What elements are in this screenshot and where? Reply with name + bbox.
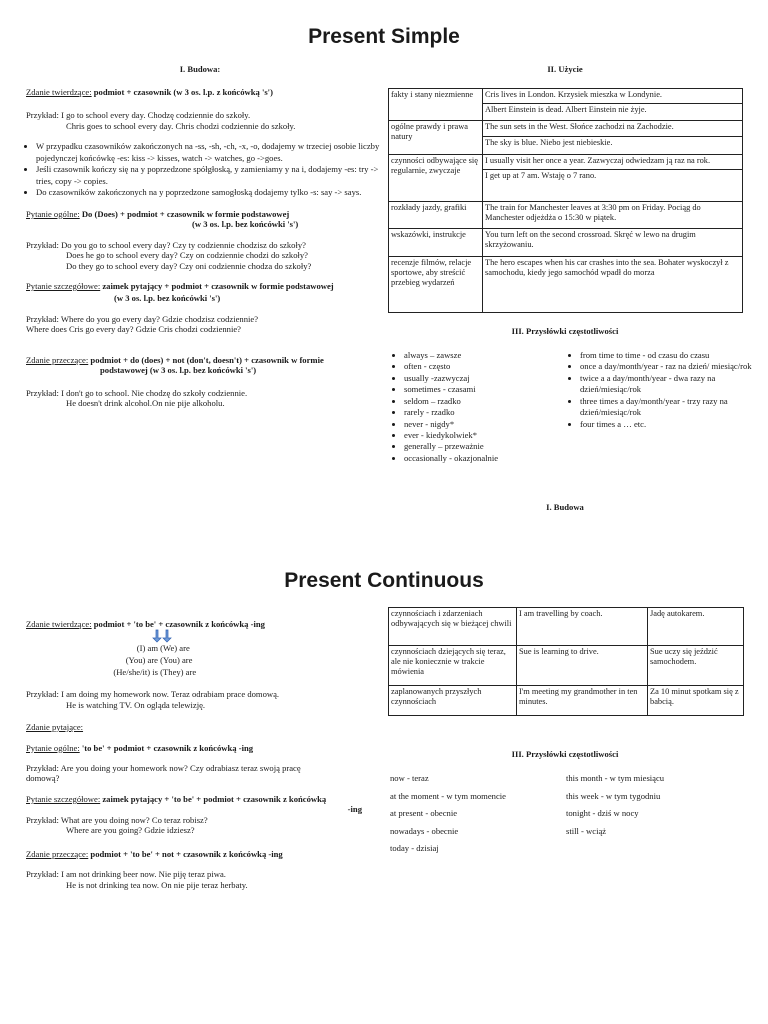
usage-cell: czynnościach dziejących się teraz, ale nie koniecznie w trakcie mówienia (389, 646, 517, 686)
rule-affirmative: podmiot + czasownik (w 3 os. l.p. z końcówką 's') (91, 87, 273, 97)
pc-example-3a: Przykład: What are you doing now? Co teraz robisz? (26, 814, 208, 825)
example-cell: The hero escapes when his car crashes into the sea. Bohater wyskoczył z samochodu, kiedy jego samochód wpadł do morza (483, 257, 743, 313)
ps-detail-question-rule (26, 281, 386, 291)
adverb-item: • twice a a day/month/year - dwa razy na dzień/miesiąc/rok (580, 373, 760, 396)
ps-negative-rule (26, 355, 386, 365)
example-4b: He doesn't drink alcohol.On nie pije alkoholu. (66, 398, 225, 409)
usage-example: I usually visit her once a year. Zazwyczaj odwiedzam ją raz na rok. (485, 156, 711, 165)
rule-general-question: 'to be' + podmiot + czasownik z końcówką -ing (79, 742, 254, 753)
ps-affirmative-rule (26, 87, 386, 97)
time-expression: today - dzisiaj (390, 843, 439, 853)
usage-row (389, 121, 743, 155)
rule-detail-question-1: zaimek pytający + podmiot + czasownik w formie podstawowej (100, 280, 334, 291)
frequency-adverbs-right (566, 350, 760, 430)
time-expression: now - teraz (390, 773, 429, 783)
usage-row (389, 646, 744, 686)
time-expressions-left (390, 774, 560, 862)
section-przyslowki: III. Przysłówki częstotliwości (511, 326, 619, 336)
adverb-item: • rarely - rzadko (404, 407, 574, 418)
adverb-item: • from time to time - od czasu do czasu (580, 350, 760, 361)
example-1a: Przykład: I go to school every day. Chodzę codziennie do szkoły. (26, 110, 251, 121)
pronoun-table (26, 643, 376, 679)
section-budowa-2: I. Budowa (546, 502, 584, 512)
example-en-cell: Sue is learning to drive. (517, 646, 648, 686)
spelling-rule-2: • Jeśli czasownik kończy się na y poprzedzone spółgłoską, y zamieniamy y na i, dodajemy -es: try -> tries, copy -> copies. (36, 164, 386, 187)
usage-cell: czynności odbywające się regularnie, zwyczaje (389, 155, 483, 202)
pc-negative-rule (26, 849, 376, 859)
section-budowa: I. Budowa: (179, 64, 221, 74)
spelling-rule-3: • Do czasowników zakończonych na y poprzedzone samogłoską dodajemy tylko -s: say -> says. (36, 187, 386, 198)
usage-cell: zaplanowanych przyszłych czynnościach (389, 686, 517, 716)
example-2c: Do they go to school every day? Czy oni codziennie chodza do szkoły? (66, 260, 312, 271)
usage-row (389, 686, 744, 716)
pc-general-question-rule (26, 743, 376, 753)
label-general-question: Pytanie ogólne: (26, 208, 80, 219)
section-pc-przyslowki: III. Przysłówki częstotliwości (511, 749, 619, 759)
rule-negative-2: podstawowej (w 3 os. l.p. bez końcówki 's') (100, 365, 257, 376)
usage-cell: ogólne prawdy i prawa natury (389, 121, 483, 155)
ps-general-question-rule (26, 209, 386, 219)
label-affirmative: Zdanie twierdzące: (26, 87, 92, 97)
rule-detail-question-1: zaimek pytający + 'to be' + podmiot + czasownik z końcówką (100, 793, 327, 804)
pc-example-3b: Where are you going? Gdzie idziesz? (66, 825, 195, 836)
rule-affirmative: podmiot + 'to be' + czasownik z końcówką -ing (91, 619, 265, 629)
pronoun-row (46, 655, 376, 667)
pc-example-2b: domową? (26, 773, 60, 784)
rule-negative-1: podmiot + do (does) + not (don't, doesn't) + czasownik w formie (88, 354, 324, 365)
pc-left-column (26, 619, 376, 890)
pc-example-4b: He is not drinking tea now. On nie pije teraz herbaty. (66, 879, 248, 890)
adverb-item: • never - nigdy* (404, 419, 574, 430)
usage-example: Cris lives in London. Krzysiek mieszka w Londynie. (485, 90, 663, 99)
time-expression: nowadays - obecnie (390, 825, 459, 836)
label-detail-question: Pytanie szczegółowe: (26, 280, 101, 291)
usage-example: The sun sets in the West. Słońce zachodzi na Zachodzie. (485, 122, 674, 131)
usage-row (389, 89, 743, 121)
time-expression: at the moment - w tym momencie (390, 790, 506, 801)
rule-detail-question-2: -ing (347, 804, 362, 815)
adverb-item: • three times a day/month/year - trzy razy na dzień/miesiąc/rok (580, 396, 760, 419)
usage-example: The sky is blue. Niebo jest niebieskie. (483, 136, 742, 148)
label-question-sentence: Zdanie pytające: (26, 722, 84, 733)
title-present-simple: Present Simple (308, 25, 460, 48)
example-1b: Chris goes to school every day. Chris chodzi codziennie do szkoły. (66, 120, 296, 131)
adverb-item: • once a day/month/year - raz na dzień/ miesiąc/rok (580, 361, 760, 372)
adverb-item: • four times a … etc. (580, 419, 760, 430)
usage-row (389, 608, 744, 646)
pronoun-row (46, 643, 376, 655)
adverb-item: • generally – przeważnie (404, 441, 574, 452)
spelling-rules-list (26, 141, 386, 198)
time-expression: tonight - dziś w nocy (566, 808, 639, 818)
example-2b: Does he go to school every day? Czy on codziennie chodzi do szkoły? (66, 250, 308, 261)
usage-cell: fakty i stany niezmienne (389, 89, 483, 121)
adverb-item: • usually -zazwyczaj (404, 373, 574, 384)
pronoun-plural: (You) are (160, 655, 193, 666)
pronoun-plural: (We) are (160, 643, 190, 654)
pronoun-singular: (He/she/it) is (113, 667, 158, 678)
label-negative: Zdanie przeczące: (26, 848, 89, 859)
title-present-continuous: Present Continuous (284, 569, 484, 592)
rule-detail-question-2: (w 3 os. l.p. bez końcówki 's') (114, 293, 221, 304)
usage-row (389, 202, 743, 229)
pc-usage-table (388, 607, 744, 716)
adverb-item: • often - często (404, 361, 574, 372)
example-3a: Przykład: Where do you go every day? Gdzie chodzisz codziennie? (26, 313, 259, 324)
example-3b: Where does Cris go every day? Gdzie Cris chodzi codziennie? (26, 324, 241, 335)
time-expressions-right (566, 774, 746, 844)
adverb-item: • ever - kiedykolwiek* (404, 430, 574, 441)
usage-example: I get up at 7 am. Wstaję o 7 rano. (483, 169, 742, 181)
usage-row (389, 229, 743, 257)
rule-negative: podmiot + 'to be' + not + czasownik z końcówką -ing (88, 848, 283, 859)
pronoun-plural: (They) are (160, 667, 197, 678)
pc-example-4a: Przykład: I am not drinking beer now. Nie piję teraz piwa. (26, 869, 226, 880)
usage-row (389, 257, 743, 313)
example-pl-cell: Za 10 minut spotkam się z babcią. (648, 686, 744, 716)
example-cell (483, 121, 743, 155)
pronoun-singular: (You) are (125, 655, 158, 666)
label-general-question: Pytanie ogólne: (26, 742, 80, 753)
example-cell: You turn left on the second crossroad. Skręć w lewo na drugim skrzyżowaniu. (483, 229, 743, 257)
pc-example-2a: Przykład: Are you doing your homework now? Czy odrabiasz teraz swoją pracę (26, 763, 301, 773)
example-cell (483, 89, 743, 121)
adverb-item: • seldom – rzadko (404, 396, 574, 407)
adverb-item: • always – zawsze (404, 350, 574, 361)
section-uzycie: II. Użycie (547, 64, 583, 74)
label-affirmative: Zdanie twierdzące: (26, 619, 92, 629)
example-4a: Przykład: I don't go to school. Nie chodzę do szkoły codziennie. (26, 387, 248, 398)
adverb-item: • sometimes - czasami (404, 384, 574, 395)
pc-example-1b: He is watching TV. On ogląda telewizję. (66, 699, 206, 710)
arrows (26, 629, 376, 643)
frequency-adverbs-left (390, 350, 574, 464)
ps-left-column (26, 87, 386, 409)
pronoun-singular: (I) am (136, 643, 158, 654)
time-expression: this month - w tym miesiącu (566, 773, 665, 783)
example-cell (483, 155, 743, 202)
example-en-cell: I'm meeting my grandmother in ten minutes. (517, 686, 648, 716)
label-detail-question: Pytanie szczegółowe: (26, 793, 101, 804)
pc-example-1a: Przykład: I am doing my homework now. Teraz odrabiam prace domową. (26, 689, 280, 700)
example-en-cell: I am travelling by coach. (517, 608, 648, 646)
usage-cell: recenzje filmów, relacje sportowe, aby streścić przebieg wydarzeń (389, 257, 483, 313)
time-expression: still - wciąż (566, 825, 607, 836)
usage-cell: rozkłady jazdy, grafiki (389, 202, 483, 229)
example-cell: The train for Manchester leaves at 3:30 pm on Friday. Pociąg do Manchester odjeżdża o 15:30 w piątek. (483, 202, 743, 229)
rule-general-question-2: (w 3 os. l.p. bez końcówki 's') (192, 219, 299, 230)
example-2a: Przykład: Do you go to school every day? Czy ty codziennie chodzisz do szkoły? (26, 239, 306, 250)
time-expression: at present - obecnie (390, 808, 458, 818)
rule-general-question-1: Do (Does) + podmiot + czasownik w formie podstawowej (79, 208, 290, 219)
usage-row (389, 155, 743, 202)
pronoun-row (46, 667, 376, 679)
usage-cell: wskazówki, instrukcje (389, 229, 483, 257)
example-pl-cell: Jadę autokarem. (648, 608, 744, 646)
spelling-rule-1: • W przypadku czasowników zakończonych na -ss, -sh, -ch, -x, -o, dodajemy w trzeciej osobie liczby pojedynczej końcówkę -es: kiss -> kisses, watch -> watches, go ->goes. (36, 141, 386, 164)
usage-cell: czynnościach i zdarzeniach odbywających się w bieżącej chwili (389, 608, 517, 646)
label-negative: Zdanie przeczące: (26, 354, 89, 365)
time-expression: this week - w tym tygodniu (566, 790, 661, 801)
ps-usage-table (388, 88, 743, 313)
adverb-item: • occasionally - okazjonalnie (404, 453, 574, 464)
example-pl-cell: Sue uczy się jeździć samochodem. (648, 646, 744, 686)
pc-affirmative-rule (26, 619, 376, 629)
pc-detail-question-rule (26, 794, 376, 804)
down-arrow-icon (152, 629, 174, 643)
usage-example: Albert Einstein is dead. Albert Einstein nie żyje. (483, 103, 742, 115)
